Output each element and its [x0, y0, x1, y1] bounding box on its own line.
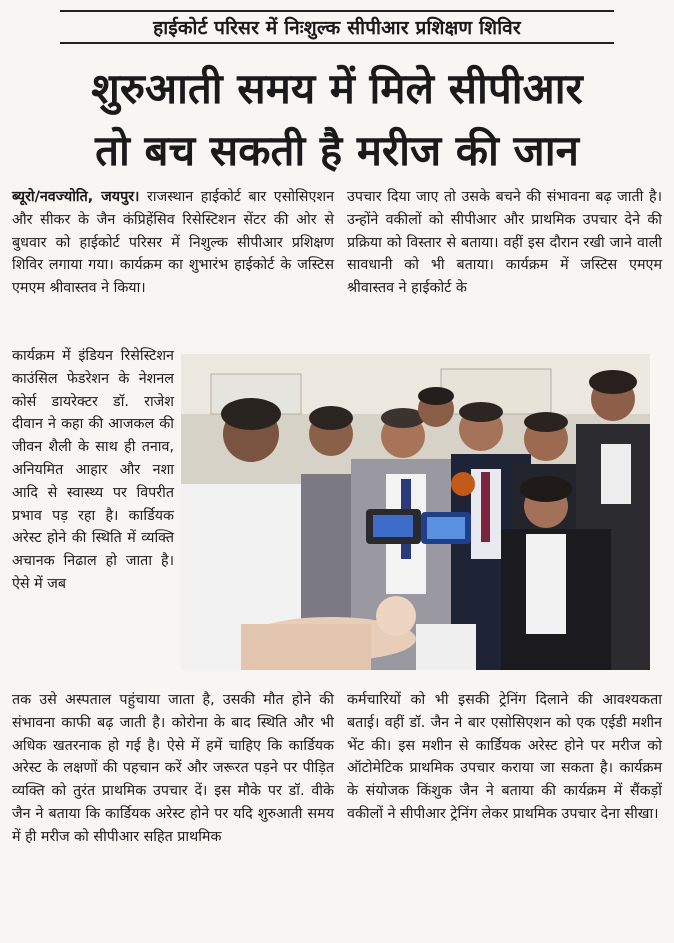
cpr-training-scene-image	[181, 354, 650, 670]
headline-line-1: शुरुआती समय में मिले सीपीआर	[91, 64, 583, 113]
side-column: कार्यक्रम में इंडियन रिसेस्टिशन काउंसिल फेडरेशन के नेशनल कोर्स डायरेक्टर डॉ. राजेश दीवान ने कहा की आजकल की जीवन शैली के साथ ही तनाव, अनियमित आहार और नशा आदि से स्वास्थ्य पर विपरीत प्रभाव पड़ रहा है। कार्डियक अरेस्ट होने की स्थिति में व्यक्ति अचानक निढाल हो जाता है। ऐसे में जब	[12, 348, 174, 592]
news-photo	[181, 354, 650, 670]
top-rule	[60, 10, 614, 12]
column-1-top-text: राजस्थान हाईकोर्ट बार एसोसिएशन और सीकर के जैन कंप्रिहेंसिव रिसेस्टिशन सेंटर की ओर से बुधवार को हाईकोर्ट परिसर में निशुल्क सीपीआर प्रशिक्षण शिविर लगाया गया। कार्यक्रम का शुभारंभ हाईकोर्ट के जस्टिस एमएम श्रीवास्तव ने किया।	[12, 189, 335, 297]
column-1-top	[12, 186, 334, 300]
column-2-bottom: कर्मचारियों को भी इसकी ट्रेनिंग दिलाने की आवश्यकता बताई। वहीं डॉ. जैन ने बार एसोसिएशन को एक एईडी मशीन भेंट की। इस मशीन से कार्डियक अरेस्ट होने पर मरीज को ऑटोमेटिक प्राथमिक उपचार कराया जा सकता है। कार्यक्रम के संयोजक किंशुक जैन ने बताया की कार्यक्रम में सैंकड़ों वकीलों ने सीपीआर ट्रेनिंग लेकर प्राथमिक उपचार देना सीखा।	[347, 692, 662, 822]
column-1-bottom: तक उसे अस्पताल पहुंचाया जाता है, उसकी मौत होने की संभावना काफी बढ़ जाती है। कोरोना के बाद स्थिति और भी अधिक खतरनाक हो गई है। ऐसे में हमें चाहिए कि कार्डियक अरेस्ट के लक्षणों की पहचान करें और जरूरत पड़ने पर पीड़ित व्यक्ति को तुरंत प्राथमिक उपचार दें। इस मौके पर डॉ. वीके जैन ने बताया कि कार्डियक अरेस्ट होने पर यदि शुरुआती समय में ही मरीज को सीपीआर सहित प्राथमिक	[12, 692, 334, 845]
kicker-rule	[60, 42, 614, 44]
column-2-top: उपचार दिया जाए तो उसके बचने की संभावना बढ़ जाती है। उन्होंने वकीलों को सीपीआर और प्राथमिक उपचार देने की प्रक्रिया को विस्तार से बताया। वहीं इस दौरान रखी जाने वाली सावधानी को भी बताया। कार्यक्रम में जस्टिस एमएम श्रीवास्तव ने हाईकोर्ट के	[347, 189, 662, 297]
kicker-headline: हाईकोर्ट परिसर में निःशुल्क सीपीआर प्रशिक्षण शिविर	[153, 17, 521, 39]
headline-line-2: तो बच सकती है मरीज की जान	[95, 126, 579, 175]
byline: ब्यूरो/नवज्योति, जयपुर।	[12, 189, 140, 205]
